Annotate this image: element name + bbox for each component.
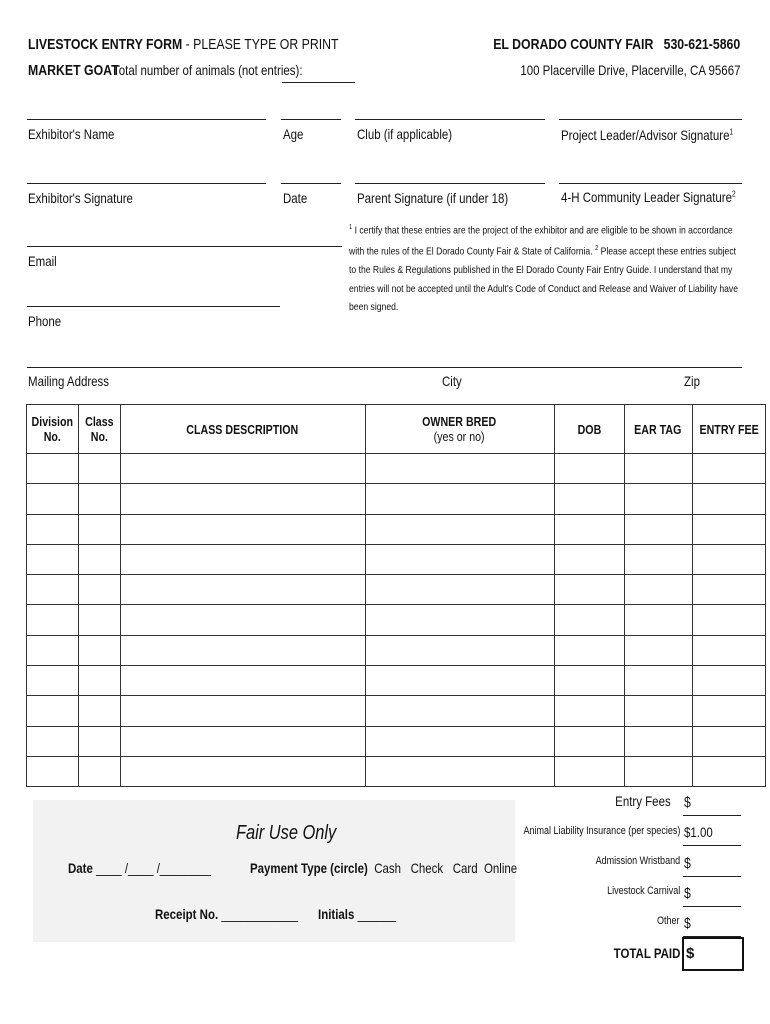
ear-tag-cell[interactable] — [624, 575, 692, 605]
dob-cell[interactable] — [554, 514, 624, 544]
ear-tag-cell[interactable] — [624, 514, 692, 544]
description-cell[interactable] — [120, 756, 365, 786]
ear-tag-cell[interactable] — [624, 696, 692, 726]
owner-bred-cell[interactable] — [365, 544, 554, 574]
dob-cell[interactable] — [554, 635, 624, 665]
receipt-blank[interactable]: ____________ — [221, 906, 298, 922]
cert-sup-2: 2 — [594, 245, 599, 252]
cert-text-1: I certify that these entries are the project of the exhibitor and are eligible to be shown in accordance with the rules of the El Dorado County Fair & State of California. — [349, 224, 733, 258]
header-owner-bred: OWNER BRED (yes or no) — [365, 405, 554, 454]
ear-tag-cell[interactable] — [624, 635, 692, 665]
division-cell[interactable] — [27, 514, 79, 544]
insurance-line[interactable] — [683, 845, 741, 846]
ear-tag-cell[interactable] — [624, 605, 692, 635]
community-leader-label: 4-H Community Leader Signature$^2$ — [561, 189, 736, 205]
ear-tag-cell[interactable] — [624, 756, 692, 786]
total-paid-label: TOTAL PAID — [613, 945, 680, 961]
form-title — [28, 36, 407, 53]
owner-bred-cell[interactable] — [365, 514, 554, 544]
club-label: Club (if applicable) — [357, 126, 453, 142]
dob-cell[interactable] — [554, 484, 624, 514]
total-paid-box[interactable] — [682, 937, 744, 971]
table-row — [27, 575, 766, 605]
division-cell[interactable] — [27, 575, 79, 605]
entries-table — [26, 404, 766, 787]
exhibitor-signature-line[interactable] — [27, 183, 266, 184]
description-cell[interactable] — [120, 454, 365, 484]
community-leader-sup: 2 — [732, 189, 736, 199]
date-line[interactable] — [281, 183, 341, 184]
table-row — [27, 726, 766, 756]
fair-date-label: Date — [68, 860, 93, 876]
entry-fees-line[interactable] — [683, 815, 741, 816]
entry-fee-cell[interactable] — [692, 726, 765, 756]
cert-sup-1: 1 — [349, 224, 353, 231]
initials-label: Initials — [318, 906, 355, 922]
ear-tag-cell[interactable] — [624, 726, 692, 756]
community-leader-line[interactable] — [559, 183, 742, 184]
carnival-label: Livestock Carnival — [606, 885, 680, 897]
project-leader-label: Project Leader/Advisor Signature$^1$ — [561, 127, 734, 143]
email-label: Email — [28, 253, 57, 269]
entry-fee-cell[interactable] — [692, 514, 765, 544]
fair-use-initials — [318, 906, 413, 922]
fair-phone: 530-621-5860 — [663, 36, 740, 53]
description-cell[interactable] — [120, 696, 365, 726]
fair-address: 100 Placerville Drive, Placerville, CA 95667 — [519, 62, 740, 78]
total-animals-input-line[interactable] — [282, 82, 355, 83]
payment-cash[interactable]: Cash — [374, 860, 402, 876]
owner-bred-cell[interactable] — [365, 756, 554, 786]
parent-signature-label: Parent Signature (if under 18) — [357, 190, 509, 206]
class-cell[interactable] — [78, 575, 120, 605]
table-row — [27, 544, 766, 574]
entry-fee-cell[interactable] — [692, 756, 765, 786]
owner-bred-cell[interactable] — [365, 666, 554, 696]
dob-cell[interactable] — [554, 575, 624, 605]
other-label: Other — [657, 915, 680, 927]
class-cell[interactable] — [78, 696, 120, 726]
carnival-line[interactable] — [683, 906, 741, 907]
exhibitor-name-line[interactable] — [27, 119, 266, 120]
description-cell[interactable] — [120, 666, 365, 696]
parent-signature-line[interactable] — [355, 183, 545, 184]
form-title-rest: - PLEASE TYPE OR PRINT — [182, 36, 339, 53]
entry-fee-cell[interactable] — [692, 605, 765, 635]
project-leader-sup: 1 — [729, 127, 734, 137]
exhibitor-signature-label: Exhibitor's Signature — [28, 190, 133, 206]
certification-text — [349, 219, 739, 317]
class-cell[interactable] — [78, 605, 120, 635]
entry-fee-cell[interactable] — [692, 635, 765, 665]
owner-bred-cell[interactable] — [365, 605, 554, 635]
class-cell[interactable] — [78, 635, 120, 665]
fair-use-date — [68, 860, 242, 876]
table-row — [27, 514, 766, 544]
owner-bred-cell[interactable] — [365, 575, 554, 605]
wristband-line[interactable] — [683, 876, 741, 877]
owner-bred-cell[interactable] — [365, 484, 554, 514]
dob-cell[interactable] — [554, 726, 624, 756]
owner-bred-cell[interactable] — [365, 454, 554, 484]
description-cell[interactable] — [120, 605, 365, 635]
class-cell[interactable] — [78, 484, 120, 514]
division-cell[interactable] — [27, 605, 79, 635]
table-row — [27, 756, 766, 786]
class-cell[interactable] — [78, 726, 120, 756]
entry-fee-cell[interactable] — [692, 575, 765, 605]
class-cell[interactable] — [78, 756, 120, 786]
phone-line[interactable] — [27, 306, 280, 307]
ear-tag-cell[interactable] — [624, 666, 692, 696]
division-cell[interactable] — [27, 635, 79, 665]
total-animals-label: Total number of animals (not entries): — [113, 62, 303, 78]
header-class: Class No. — [78, 405, 120, 454]
fair-use-receipt — [155, 906, 329, 922]
owner-bred-cell[interactable] — [365, 696, 554, 726]
wristband-value: $ — [684, 855, 691, 872]
division-cell[interactable] — [27, 726, 79, 756]
division-cell[interactable] — [27, 756, 79, 786]
total-paid-value: $ — [686, 945, 695, 962]
description-cell[interactable] — [120, 575, 365, 605]
mailing-address-line[interactable] — [27, 367, 742, 368]
entry-fees-value: $ — [684, 794, 691, 811]
other-value: $ — [684, 915, 691, 932]
payment-check[interactable]: Check — [410, 860, 444, 876]
insurance-value: $1.00 — [684, 824, 713, 840]
cert-text-2: Please accept these entries subject to the Rules & Regulations published in the El Dorado County Fair Entry Guide. I understand that my entries will not be accepted until the Adult's Code of Conduct and Release and Waiver of Liability have been signed. — [349, 245, 739, 313]
table-row — [27, 666, 766, 696]
dob-cell[interactable] — [554, 666, 624, 696]
entry-fee-cell[interactable] — [692, 666, 765, 696]
owner-bred-cell[interactable] — [365, 635, 554, 665]
fair-name-phone — [439, 36, 740, 53]
class-cell[interactable] — [78, 454, 120, 484]
division-cell[interactable] — [27, 544, 79, 574]
description-cell[interactable] — [120, 544, 365, 574]
fair-use-title: Fair Use Only — [236, 822, 337, 844]
wristband-label: Admission Wristband — [595, 855, 680, 867]
entry-fee-cell[interactable] — [692, 484, 765, 514]
receipt-label: Receipt No. — [155, 906, 219, 922]
table-row — [27, 484, 766, 514]
class-cell[interactable] — [78, 666, 120, 696]
division-cell[interactable] — [27, 484, 79, 514]
mailing-address-label: Mailing Address — [28, 373, 110, 389]
header-ear-tag: EAR TAG — [624, 405, 692, 454]
dob-cell[interactable] — [554, 756, 624, 786]
phone-label: Phone — [28, 313, 62, 329]
city-label: City — [442, 373, 462, 389]
entry-fee-cell[interactable] — [692, 696, 765, 726]
category-label: MARKET GOAT — [28, 62, 119, 79]
owner-bred-cell[interactable] — [365, 726, 554, 756]
fair-use-payment — [250, 860, 576, 876]
age-label: Age — [283, 126, 304, 142]
entry-fee-cell[interactable] — [692, 544, 765, 574]
ear-tag-cell[interactable] — [624, 544, 692, 574]
division-cell[interactable] — [27, 666, 79, 696]
description-cell[interactable] — [120, 484, 365, 514]
header-dob: DOB — [554, 405, 624, 454]
age-line[interactable] — [281, 119, 341, 120]
initials-blank[interactable]: ______ — [357, 906, 396, 922]
entry-fee-cell[interactable] — [692, 454, 765, 484]
payment-online[interactable]: Online — [483, 860, 518, 876]
header-class-description: CLASS DESCRIPTION — [120, 405, 365, 454]
fair-date-blank[interactable]: ____ /____ /________ — [96, 860, 212, 876]
division-cell[interactable] — [27, 696, 79, 726]
dob-cell[interactable] — [554, 454, 624, 484]
email-line[interactable] — [27, 246, 342, 247]
form-title-bold: LIVESTOCK ENTRY FORM — [28, 36, 183, 53]
description-cell[interactable] — [120, 726, 365, 756]
dob-cell[interactable] — [554, 544, 624, 574]
table-row — [27, 635, 766, 665]
project-leader-line[interactable] — [559, 119, 742, 120]
table-header-row — [27, 405, 766, 454]
fair-name: EL DORADO COUNTY FAIR — [492, 36, 654, 53]
table-row — [27, 696, 766, 726]
header-division: Division No. — [27, 405, 79, 454]
description-cell[interactable] — [120, 514, 365, 544]
payment-type-label: Payment Type (circle) — [250, 860, 368, 876]
club-line[interactable] — [355, 119, 545, 120]
zip-label: Zip — [684, 373, 700, 389]
header-entry-fee: ENTRY FEE — [692, 405, 765, 454]
ear-tag-cell[interactable] — [624, 454, 692, 484]
dob-cell[interactable] — [554, 605, 624, 635]
date-label: Date — [283, 190, 308, 206]
dob-cell[interactable] — [554, 696, 624, 726]
ear-tag-cell[interactable] — [624, 484, 692, 514]
table-row — [27, 454, 766, 484]
carnival-value: $ — [684, 885, 691, 902]
table-row — [27, 605, 766, 635]
division-cell[interactable] — [27, 454, 79, 484]
class-cell[interactable] — [78, 544, 120, 574]
insurance-label: Animal Liability Insurance (per species) — [523, 825, 680, 837]
entry-fees-label: Entry Fees — [615, 793, 671, 809]
description-cell[interactable] — [120, 635, 365, 665]
payment-card[interactable]: Card — [452, 860, 478, 876]
exhibitor-name-label: Exhibitor's Name — [28, 126, 115, 142]
class-cell[interactable] — [78, 514, 120, 544]
entries-body — [27, 454, 766, 787]
